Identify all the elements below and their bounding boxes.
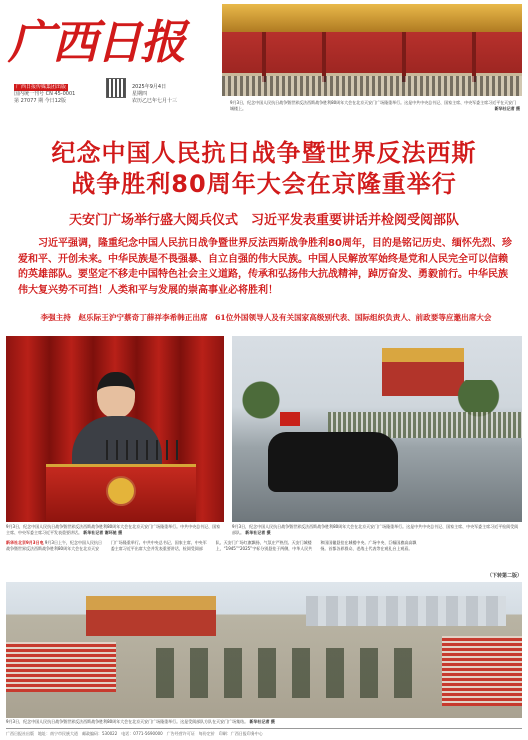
left-photo-caption <box>6 524 224 536</box>
date-lunar: 农历乙巳年七月十三 <box>132 98 178 104</box>
newspaper-logo: 广西日报 <box>8 15 184 69</box>
top-photo-caption <box>230 100 520 112</box>
page-footer: 广西日报社出版 地址：南宁市民族大道 邮政编码：530022 电话：0771-5690000 广告经营许可证 每份定价 印刷：广西日报印务中心 <box>6 728 522 737</box>
speaker-head <box>97 372 135 418</box>
tiananmen-rostrum-photo <box>222 4 522 96</box>
date-gregorian: 2025年9月4日 <box>132 84 167 90</box>
right-caption-text: 9月3日，纪念中国人民抗日战争暨世界反法西斯战争胜利80周年大会在北京天安门广场隆重举行。这是中共中央总书记、国家主席、中央军委主席习近平检阅受阅部队。 <box>232 524 519 535</box>
left-caption-text: 9月3日，纪念中国人民抗日战争暨世界反法西斯战争胜利80周年大会在北京天安门广场隆重举行。中共中央总书记、国家主席、中央军委主席习近平发表重要讲话。 <box>6 524 221 535</box>
issn-text: 国内统一刊号 CN 45-0001 <box>14 91 76 97</box>
left-photo-credit: 新华社记者 谢环驰 摄 <box>83 530 123 535</box>
continued-notice: （下转第二版） <box>486 573 522 579</box>
rostrum-roof <box>222 4 522 32</box>
review-car-photo <box>232 336 522 522</box>
masthead <box>0 0 528 118</box>
bottom-photo-credit: 新华社记者 摄 <box>249 719 275 724</box>
date-weekday: 星期四 <box>132 91 148 97</box>
article-dateline: 新华社北京9月3日电 <box>6 540 44 545</box>
top-caption-text: 9月3日，纪念中国人民抗日战争暨世界反法西斯战争胜利80周年大会在北京天安门广场隆重举行。这是中共中央总书记、国家主席、中央军委主席习近平在天安门城楼上。 <box>230 100 517 111</box>
headline-line-1: 纪念中国人民抗日战争暨世界反法西斯 <box>51 139 477 167</box>
viewing-stands-right <box>442 636 522 706</box>
city-skyline <box>306 596 506 626</box>
parade-formations <box>156 648 416 698</box>
microphones <box>106 440 186 460</box>
rostrum-column <box>402 32 406 82</box>
tiananmen-tower <box>86 596 216 636</box>
headline-line-2: 战争胜利80周年大会在京隆重举行 <box>71 170 457 198</box>
top-photo-credit: 新华社记者 摄 <box>494 106 520 111</box>
issue-number: 第 27077 期 今日12版 <box>14 98 67 104</box>
parade-square-photo <box>6 582 522 718</box>
headline <box>0 138 528 200</box>
subheadline: 天安门广场举行盛大阅兵仪式 习近平发表重要讲话并检阅受阅部队 <box>68 213 459 228</box>
bottom-caption-text: 9月3日，纪念中国人民抗日战争暨世界反法西斯战争胜利80周年大会在北京天安门广场隆重举行。这是受阅部队方队在天安门广场集结。 <box>6 719 249 724</box>
national-emblem-icon <box>106 476 136 506</box>
review-car <box>268 432 398 492</box>
rostrum-column <box>322 32 326 82</box>
meta-tag: 广西日报传媒集团出版 <box>16 84 67 90</box>
qr-code-icon <box>106 78 126 98</box>
viewing-stands-left <box>6 642 116 692</box>
publication-meta <box>14 84 75 105</box>
rostrum-crowd <box>222 76 522 96</box>
right-photo-caption <box>232 524 522 536</box>
attendees-line: 李强主持 赵乐际王沪宁蔡奇丁薛祥李希韩正出席 61位外国领导人及有关国家高级别代表、国际组织负责人、前政要等应邀出席大会 <box>40 313 492 322</box>
bottom-photo-caption <box>6 719 522 725</box>
right-photo-credit: 新华社记者 摄 <box>245 530 271 535</box>
xi-speech-photo <box>6 336 224 522</box>
rostrum-column <box>472 32 476 82</box>
red-flag-icon <box>280 412 300 426</box>
article-body <box>6 540 522 574</box>
lead-paragraph: 习近平强调，隆重纪念中国人民抗日战争暨世界反法西斯战争胜利80周年，目的是铭记历史、缅怀先烈、珍爱和平、开创未来。中华民族是不畏强暴、自立自强的伟大民族。中国人民解放军始终是党和人民完全可以信赖的英雄部队。要坚定不移走中国特色社会主义道路，传承和弘扬伟大抗战精神，踔厉奋发、勇毅前行。中华民族伟大复兴势不可挡！人类和平与发展的崇高事业必将胜利！ <box>18 238 512 296</box>
issue-date <box>132 84 177 105</box>
article-text: 9月3日上午，纪念中国人民抗日战争暨世界反法西斯战争胜利80周年大会在北京天安门广场隆重举行。中共中央总书记、国家主席、中央军委主席习近平出席大会并发表重要讲话，检阅受阅部队。天安门广场红旗飘扬，气氛庄严热烈。天安门城楼上，“1945”“2025”字标分别悬挂于两侧，中华人民共和国国徽悬挂在城楼中央。广场中央，巨幅国旗高高飘扬。首都各界群众、老战士代表等在观礼台上观看。 <box>6 540 417 552</box>
rostrum-column <box>262 32 266 82</box>
